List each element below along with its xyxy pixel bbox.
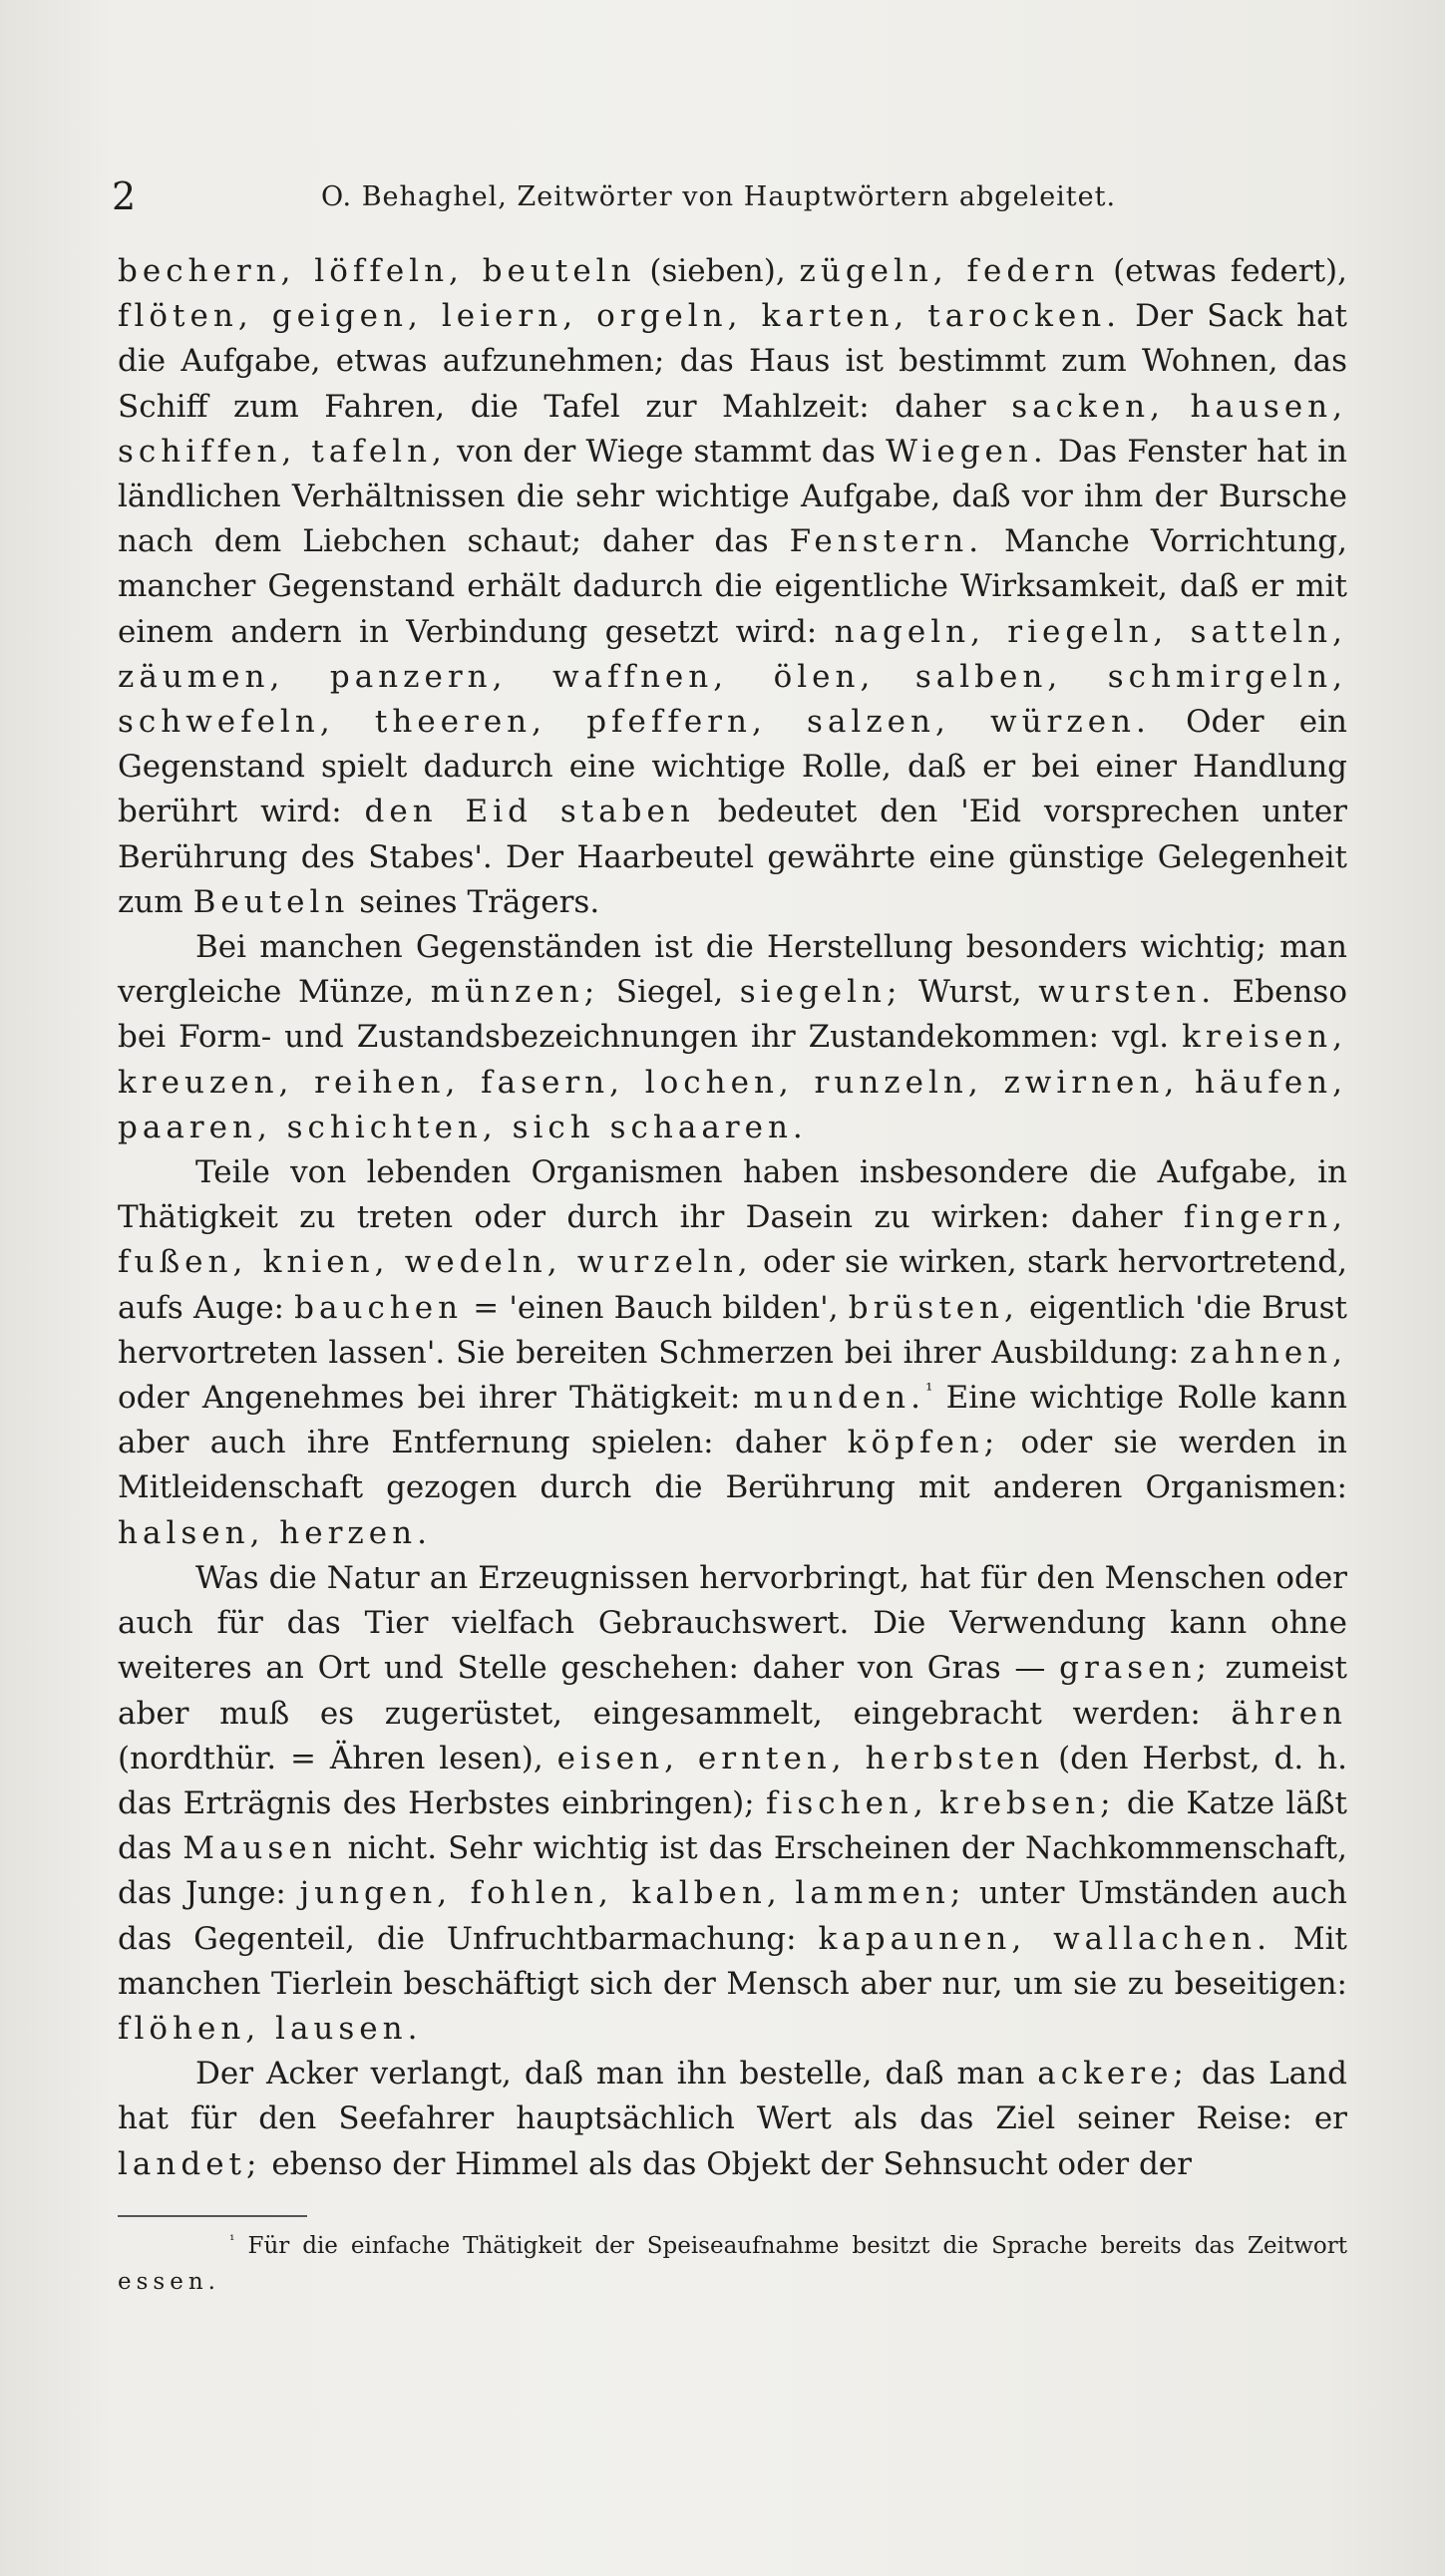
text-run: bedeutet den 'Eid vorsprechen: [694, 794, 1240, 830]
emphasized-word: siegeln;: [739, 974, 903, 1011]
text-run: Oder ein Gegenstand spielt dadurch eine wichtige Rolle, daß er bei einer: [118, 704, 1347, 786]
text-run: oder auch für das Tier vielfach Gebrauchswert. Die Verwendung: [118, 1559, 1347, 1642]
text-run: eigentlich 'die: [1018, 1289, 1252, 1326]
text-run: Wurst,: [902, 974, 1039, 1011]
emphasized-word: ackere;: [1037, 2056, 1189, 2093]
text-run: in Thätigkeit zu treten oder durch ihr Dasein zu wirken: daher: [118, 1154, 1348, 1236]
paragraph: [118, 1556, 1347, 2052]
emphasized-word: fußen, knien, wedeln, wurzeln,: [118, 1244, 753, 1281]
text-run: zumeist aber muß es zugerüstet, eingesammelt, eingebracht: [118, 1650, 1347, 1732]
emphasized-word: köpfen;: [847, 1425, 1000, 1461]
text-run: seines Trägers.: [349, 883, 600, 920]
emphasized-word: brüsten,: [848, 1289, 1019, 1326]
text-run: Wirksamkeit, daß er mit einem andern in Verbindung gesetzt wird:: [118, 568, 1348, 650]
text-run: von der Wiege stammt das: [446, 433, 887, 470]
emphasized-word: fischen,: [765, 1784, 928, 1821]
emphasized-word: halsen, herzen.: [118, 1514, 432, 1551]
text-run: Herbst, d. h. das Erträgnis des Herbstes einbringen);: [118, 1740, 1347, 1821]
emphasized-word: krebsen;: [939, 1784, 1116, 1821]
text-run: (nordthür. = Ähren lesen),: [118, 1740, 557, 1776]
text-run: oder sie wirken, stark hervortretend,: [752, 1244, 1347, 1281]
text-run: die Katze läßt das: [118, 1784, 1347, 1867]
text-run: Land hat für den Seefahrer hauptsächlich Wert als das Ziel seiner Reise:: [118, 2056, 1347, 2137]
text-run: nicht. Sehr wichtig ist das: [336, 1830, 763, 1867]
emphasized-word: sacken,: [1011, 388, 1165, 425]
emphasized-word: munden.: [753, 1380, 925, 1417]
text-run: (etwas federt),: [1099, 253, 1348, 289]
text-run: (sieben),: [635, 253, 800, 289]
text-run: Organismen:: [1145, 1469, 1347, 1506]
footnote-rule: [118, 2215, 307, 2217]
emphasized-word: flöten, geigen, leiern, orgeln, karten, tarocken.: [118, 298, 1122, 335]
text-run: die Aufgabe, etwas aufzunehmen; das Haus ist bestimmt zum Wohnen,: [118, 343, 1278, 380]
text-run: kann ohne weiteres an Ort und Stelle geschehen: daher von Gras —: [118, 1605, 1347, 1687]
footnote-marker: ¹: [229, 2232, 235, 2249]
text-run: = 'einen Bauch bilden',: [463, 1289, 849, 1326]
text-run: unter Berührung des Stabes'. Der Haarbeutel gewährte eine günstige: [118, 794, 1347, 875]
text-run: Bei manchen Gegenständen ist die Herstellung besonders wichtig;: [195, 929, 1266, 966]
text-run: Der Acker verlangt, daß man ihn bestelle, daß man: [195, 2056, 1038, 2093]
footnote-emphasis: essen: [118, 2269, 208, 2295]
emphasized-word: lammen;: [795, 1875, 966, 1912]
text-run: Erscheinen der Nachkommenschaft, das Junge:: [118, 1830, 1347, 1912]
page-number: 2: [112, 174, 137, 218]
footnote-reference: ¹: [924, 1380, 933, 1402]
emphasized-word: nageln, riegeln, satteln, zäumen, panzern, waffnen, ölen,: [118, 613, 1348, 695]
emphasized-word: münzen;: [430, 974, 600, 1011]
paragraph: [118, 249, 1347, 925]
text-run: Ebenso bei Form- und Zustandsbezeichnungen ihr Zustandekommen: vgl.: [118, 974, 1347, 1056]
emphasized-word: häufen, paaren, schichten, sich schaaren.: [118, 1064, 1347, 1145]
paragraph: [118, 2052, 1347, 2187]
text-run: oder Angenehmes bei ihrer Thätigkeit:: [118, 1380, 754, 1417]
text-run: er: [1313, 2100, 1347, 2137]
emphasized-word: Beuteln: [192, 883, 350, 920]
emphasized-word: kreisen, kreuzen, reihen, fasern, lochen, runzeln, zwirnen,: [118, 1019, 1347, 1101]
emphasized-word: landet;: [118, 2145, 262, 2182]
text-run: werden:: [1072, 1695, 1232, 1732]
emphasized-word: fingern,: [1183, 1199, 1347, 1236]
emphasized-word: bauchen: [294, 1289, 464, 1326]
running-title: O. Behaghel, Zeitwörter von Hauptwörtern abgeleitet.: [321, 181, 1117, 212]
emphasized-word: eisen, ernten, herbsten: [556, 1740, 1045, 1776]
emphasized-word: flöhen, lausen.: [118, 2010, 423, 2047]
footnote-end: .: [207, 2269, 215, 2295]
body-text: [118, 249, 1347, 2187]
text-run: Der Sack hat: [1121, 298, 1347, 335]
text-run: Siegel,: [599, 974, 740, 1011]
text-run: Fenster hat in ländlichen Verhältnissen die sehr wichtige Aufgabe, daß: [118, 433, 1348, 515]
emphasized-word: den Eid staben: [364, 794, 695, 830]
footnote-text: Für die einfache Thätigkeit der Speiseaufnahme besitzt die Sprache bereits das Zeitwort: [234, 2233, 1347, 2259]
text-run: Mit manchen Tierlein beschäftigt sich der Mensch: [118, 1920, 1347, 2002]
emphasized-word: grasen;: [1059, 1650, 1212, 1687]
emphasized-word: bechern, löffeln, beuteln: [118, 253, 636, 289]
text-run: Teile von lebenden Organismen haben insbesondere die Aufgabe,: [195, 1154, 1297, 1191]
text-run: Handlung berührt wird:: [118, 749, 1347, 830]
emphasized-word: jungen, fohlen, kalben,: [299, 1875, 782, 1912]
emphasized-word: hausen, schiffen, tafeln,: [118, 388, 1347, 470]
text-run: Brust hervortreten lassen'. Sie bereiten Schmerzen bei ihrer Ausbildung:: [118, 1289, 1347, 1371]
paragraph: [118, 925, 1347, 1150]
emphasized-word: kapaunen, wallachen.: [818, 1920, 1271, 1957]
text-run: aufs Auge:: [118, 1289, 295, 1326]
text-run: vor ihm der Bursche nach dem Liebchen schaut; daher das: [118, 479, 1347, 560]
text-run: aber nur, um sie zu beseitigen:: [860, 1965, 1348, 2002]
emphasized-word: wursten.: [1038, 974, 1217, 1011]
text-run: Das: [1047, 433, 1118, 470]
text-run: Manche Vorrichtung, mancher Gegenstand erhält dadurch die eigentliche: [118, 523, 1348, 605]
text-run: oder sie: [999, 1425, 1158, 1461]
emphasized-word: zahnen,: [1190, 1334, 1348, 1371]
text-run: unter Umständen auch das Gegenteil, die Unfruchtbarmachung:: [118, 1875, 1347, 1957]
text-run: Rolle kann aber auch ihre Entfernung spielen: daher: [118, 1380, 1347, 1461]
footnote: [118, 2228, 1347, 2300]
emphasized-word: Fenstern.: [789, 523, 984, 560]
paragraph: [118, 1150, 1347, 1556]
emphasized-word: Mausen: [182, 1830, 337, 1867]
emphasized-word: zügeln, federn: [799, 253, 1100, 289]
text-run: man vergleiche Münze,: [118, 929, 1348, 1011]
text-run: das: [1188, 2056, 1257, 2093]
text-run: werden in Mitleidenschaft gezogen durch die Berührung mit anderen: [118, 1425, 1347, 1506]
text-run: Gelegenheit zum: [118, 838, 1347, 920]
emphasized-word: ähren: [1231, 1695, 1347, 1732]
page-header: [112, 171, 1348, 221]
emphasized-word: Wiegen.: [886, 433, 1048, 470]
text-run: das Schiff zum Fahren, die Tafel zur Mahlzeit: daher: [118, 343, 1348, 425]
text-run: (den: [1044, 1740, 1129, 1776]
text-run: Eine wichtige: [932, 1380, 1165, 1417]
text-run: Was die Natur an Erzeugnissen hervorbringt, hat für den Menschen: [195, 1559, 1266, 1596]
text-run: ebenso der Himmel als das Objekt der Sehnsucht oder der: [261, 2145, 1192, 2182]
emphasized-word: salben, schmirgeln, schwefeln, theeren, pfeffern, salzen, würzen.: [118, 658, 1347, 741]
